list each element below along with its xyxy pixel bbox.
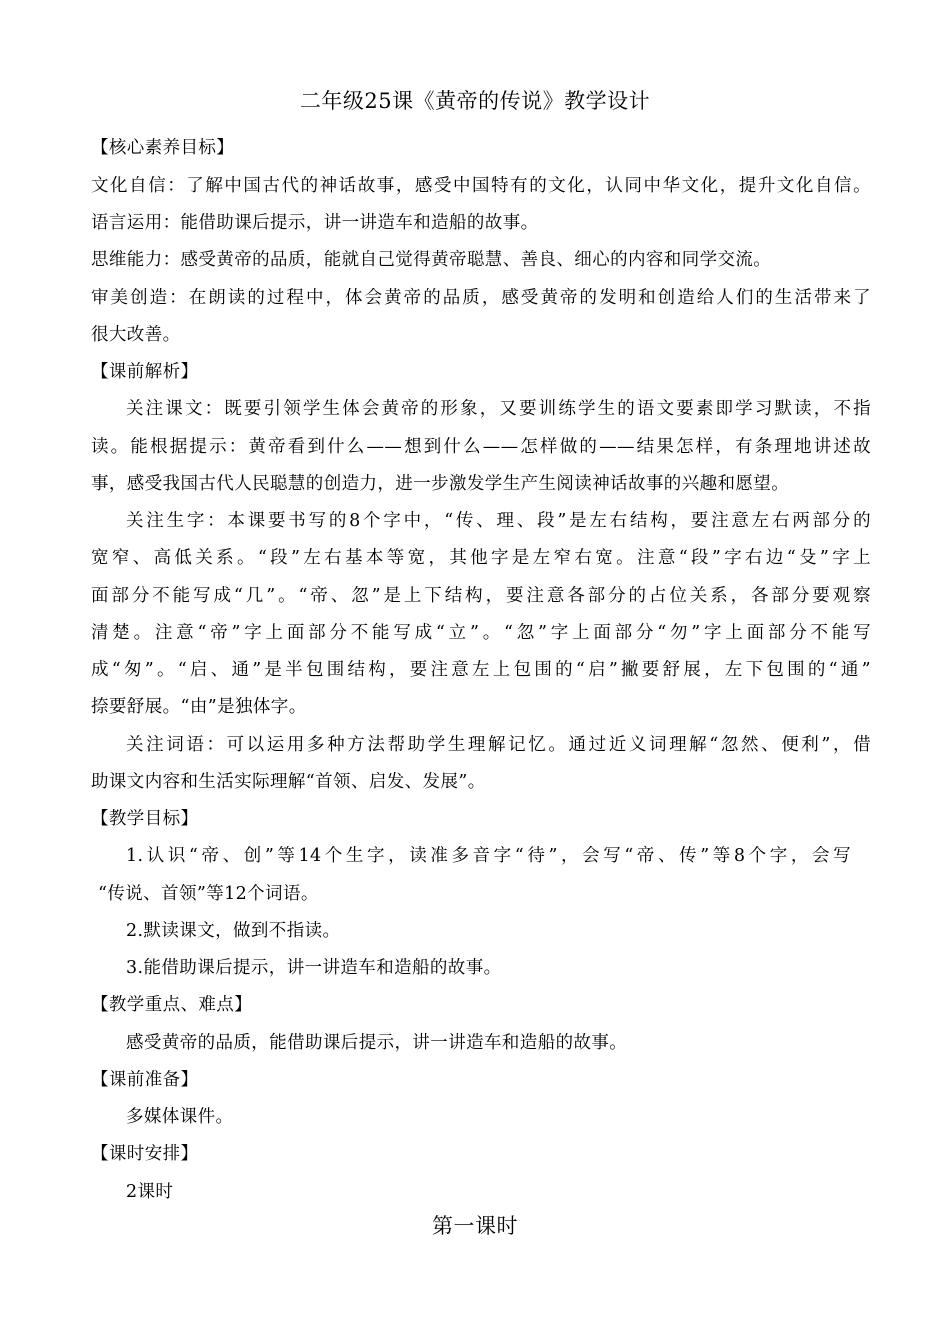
document-title: 二年级25课《黄帝的传说》教学设计 [299,89,651,113]
paragraph-line: 清楚。注意“帝”字上面部分不能写成“立”。“忽”字上面部分“勿”字上面部分不能写 [91,623,871,643]
lesson-heading: 第一课时 [432,1214,518,1238]
paragraph-line: 事，感受我国古代人民聪慧的创造力，进一步激发学生产生阅读神话故事的兴趣和愿望。 [91,474,790,494]
paragraph-line: 捺要舒展。“由”是独体字。 [91,697,307,717]
paragraph-line: 1.认识“帝、创”等14个生字，读准多音字“待”，会写“帝、传”等8个字，会写 [126,846,851,866]
section-heading-schedule: 【课时安排】 [91,1144,199,1164]
paragraph-line: “传说、首领”等12个词语。 [98,884,319,904]
paragraph-line: 关注生字：本课要书写的8个字中，“传、理、段”是左右结构，要注意左右两部分的 [126,511,871,531]
paragraph-line: 宽窄、高低关系。“段”左右基本等宽，其他字是左窄右宽。注意“段”字右边“殳”字上 [91,548,871,568]
section-heading-preparation: 【课前准备】 [91,1070,199,1090]
paragraph-line: 文化自信：了解中国古代的神话故事，感受中国特有的文化，认同中华文化，提升文化自信。 [91,176,871,196]
paragraph-line: 多媒体课件。 [126,1107,234,1127]
paragraph-line: 2课时 [126,1182,174,1202]
paragraph-line: 关注课文：既要引领学生体会黄帝的形象，又要训练学生的语文要素即学习默读，不指 [126,399,871,419]
paragraph-line: 3.能借助课后提示，讲一讲造车和造船的故事。 [126,958,502,978]
paragraph-line: 语言运用：能借助课后提示，讲一讲造车和造船的故事。 [91,213,539,233]
paragraph-line: 感受黄帝的品质，能借助课后提示，讲一讲造车和造船的故事。 [126,1033,628,1053]
section-heading-teaching-goals: 【教学目标】 [91,809,199,829]
paragraph-line: 助课文内容和生活实际理解“首领、启发、发展”。 [91,772,486,792]
paragraph-line: 2.默读课文，做到不指读。 [126,921,341,941]
section-heading-key-points: 【教学重点、难点】 [91,995,253,1015]
paragraph-line: 成“匆”。“启、通”是半包围结构，要注意左上包围的“启”撇要舒展，左下包围的“通” [91,660,871,680]
paragraph-line: 很大改善。 [91,325,181,345]
section-heading-core-goals: 【核心素养目标】 [91,138,235,158]
paragraph-line: 读。能根据提示：黄帝看到什么——想到什么——怎样做的——结果怎样，有条理地讲述故 [91,437,871,457]
paragraph-line: 思维能力：感受黄帝的品质，能就自己觉得黄帝聪慧、善良、细心的内容和同学交流。 [91,250,772,270]
paragraph-line: 审美创造：在朗读的过程中，体会黄帝的品质，感受黄帝的发明和创造给人们的生活带来了 [91,288,871,308]
paragraph-line: 关注词语：可以运用多种方法帮助学生理解记忆。通过近义词理解“忽然、便利”，借 [126,735,871,755]
section-heading-pre-analysis: 【课前解析】 [91,362,199,382]
paragraph-line: 面部分不能写成“几”。“帝、忽”是上下结构，要注意各部分的占位关系，各部分要观察 [91,586,871,606]
